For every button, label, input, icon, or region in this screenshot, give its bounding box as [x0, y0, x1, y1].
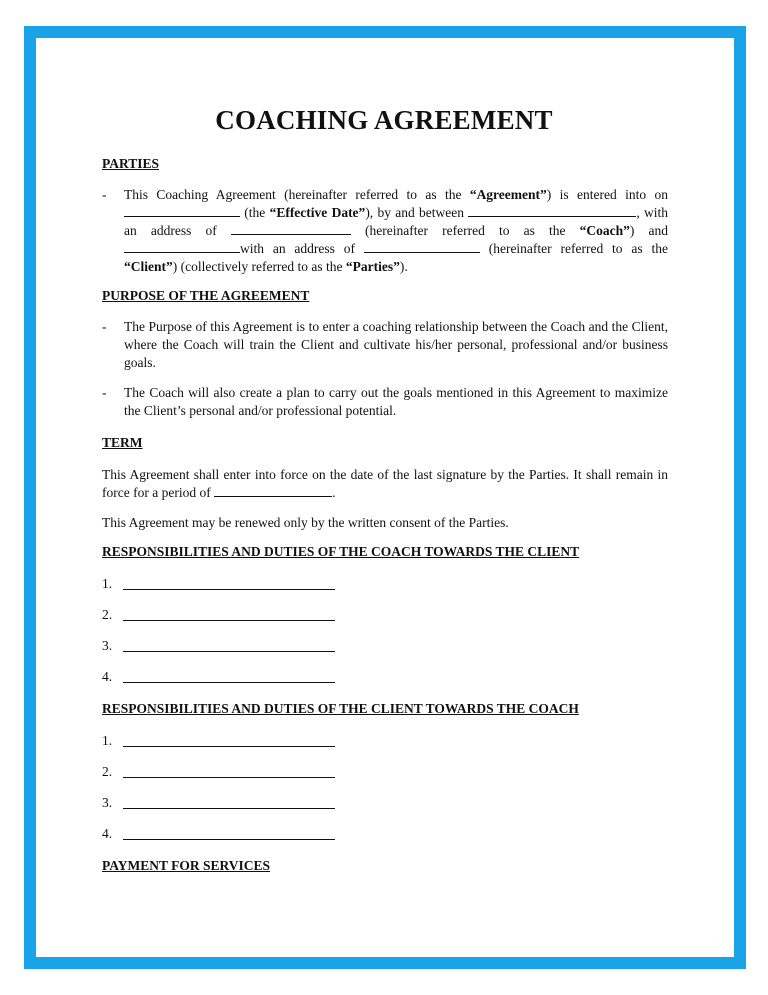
purpose-bullet-1-text: The Purpose of this Agreement is to enter a coaching relationship between the Coach and the Client, where the Coach will train the Client and cultivate his/her personal, professional and/or business goals.: [124, 319, 668, 370]
section-heading-parties: PARTIES: [102, 156, 160, 171]
coach-duty-item: 3.: [102, 638, 342, 656]
section-heading-purpose: PURPOSE OF THE AGREEMENT: [102, 288, 310, 303]
section-heading-coach-duties: RESPONSIBILITIES AND DUTIES OF THE COACH TOWARDS THE CLIENT: [102, 544, 580, 559]
section-heading-payment: PAYMENT FOR SERVICES: [102, 858, 271, 873]
client-duty-item: 4.: [102, 826, 342, 844]
bullet-dash: -: [102, 385, 107, 400]
coach-name-blank: [468, 204, 636, 217]
client-duty-item: 2.: [102, 764, 342, 782]
parties-bullet: [102, 186, 668, 276]
section-heading-term: TERM: [102, 435, 143, 450]
term-period-blank: [214, 484, 332, 497]
coach-duty-item: 4.: [102, 669, 342, 687]
term-paragraph-2: This Agreement may be renewed only by the written consent of the Parties.: [102, 515, 509, 530]
client-address-blank: [364, 240, 480, 253]
document-title: COACHING AGREEMENT: [215, 105, 553, 135]
purpose-bullet-2-text: The Coach will also create a plan to carry out the goals mentioned in this Agreement to maximize the Client’s personal and/or professional potential.: [124, 385, 668, 418]
coach-duty-item: 2.: [102, 607, 342, 625]
section-heading-client-duties: RESPONSIBILITIES AND DUTIES OF THE CLIENT TOWARDS THE COACH: [102, 701, 579, 716]
date-blank: [124, 204, 240, 217]
purpose-bullet-2: [102, 384, 668, 420]
bullet-dash: -: [102, 319, 107, 334]
client-duty-item: 3.: [102, 795, 342, 813]
bullet-dash: -: [102, 187, 107, 202]
coach-duty-item: 1.: [102, 576, 342, 594]
client-name-blank: [124, 240, 240, 253]
coach-address-blank: [231, 222, 351, 235]
parties-text: This Coaching Agreement (hereinafter referred to as the “Agreement”) is entered into on (the “Effective Date”), by and between , with an address of (hereinafter referred to as the “Coach”) and with an address of (hereinafter referred to as the “Client”) (collectively referred to as the “Parties”).: [124, 187, 668, 274]
term-paragraph-1: This Agreement shall enter into force on the date of the last signature by the Parties. It shall remain in force for a period of .: [102, 467, 668, 500]
client-duty-item: 1.: [102, 733, 342, 751]
purpose-bullet-1: [102, 318, 668, 372]
